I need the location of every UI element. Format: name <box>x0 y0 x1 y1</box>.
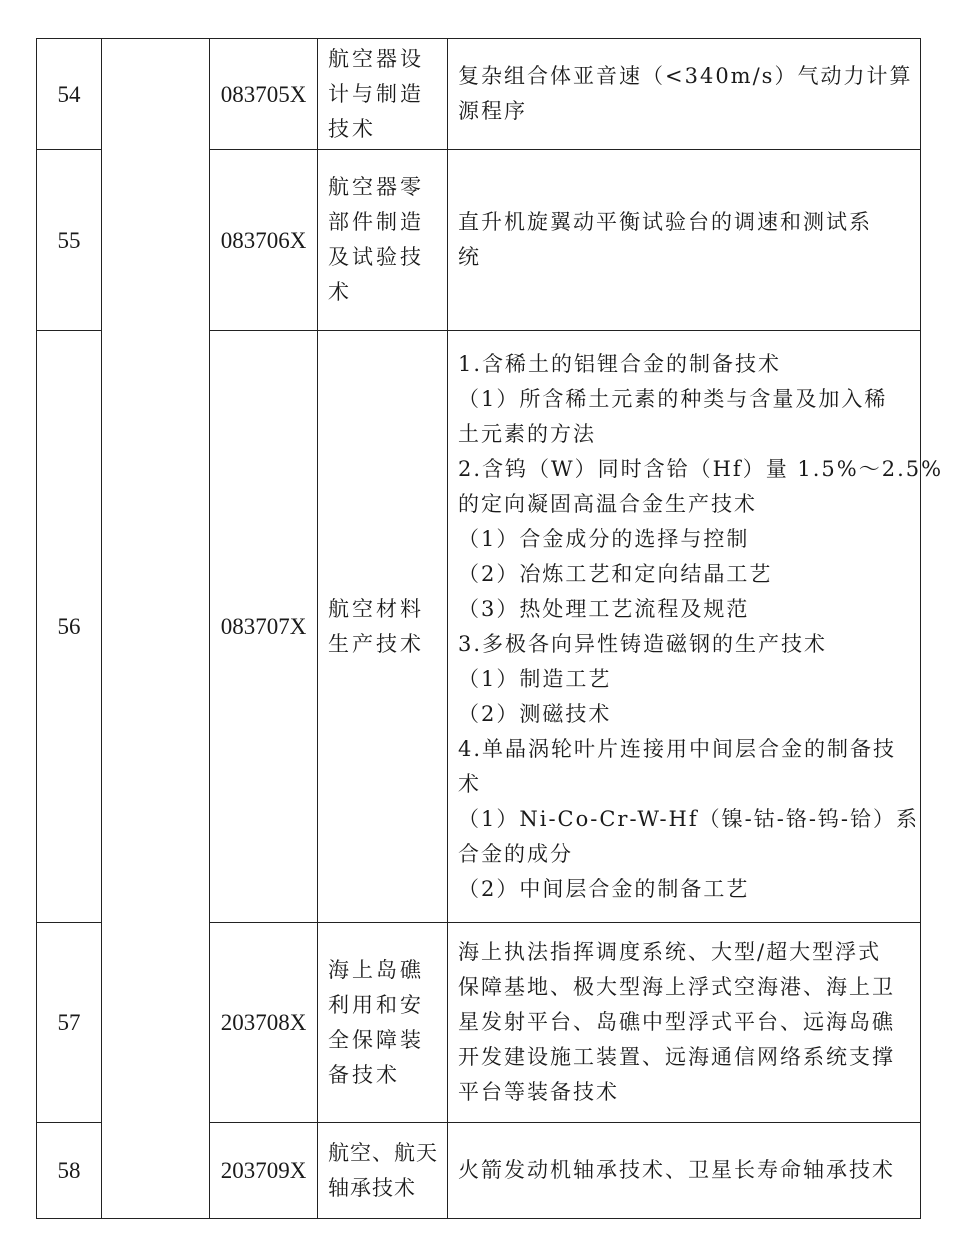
tech-name <box>318 923 448 1123</box>
tech-description <box>448 39 921 150</box>
tech-description <box>448 923 921 1123</box>
table-row <box>37 39 921 150</box>
tech-description <box>448 1123 921 1219</box>
tech-name-line: 海上岛礁 <box>328 957 424 982</box>
desc-line: （2）中间层合金的制备工艺 <box>458 876 750 901</box>
tech-code: 203708X <box>210 923 318 1123</box>
row-number: 56 <box>37 331 102 923</box>
desc-line: 3.多极各向异性铸造磁钢的生产技术 <box>458 631 828 656</box>
tech-name-line: 轴承技术 <box>328 1175 416 1200</box>
tech-code: 083706X <box>210 150 318 331</box>
desc-line: 海上执法指挥调度系统、大型/超大型浮式 <box>458 940 882 964</box>
desc-line: 复杂组合体亚音速（<340m/s）气动力计算 <box>458 64 913 88</box>
tech-name-line: 全保障装 <box>328 1027 424 1052</box>
desc-line: 火箭发动机轴承技术、卫星长寿命轴承技术 <box>458 1158 895 1182</box>
tech-name <box>318 150 448 331</box>
desc-line: （1）Ni-Co-Cr-W-Hf（镍-钴-铬-钨-铪）系 <box>458 806 920 831</box>
desc-line: 开发建设施工装置、远海通信网络系统支撑 <box>458 1045 895 1069</box>
desc-line: （2）测磁技术 <box>458 701 612 726</box>
desc-line: 2.含钨（W）同时含铪（Hf）量 1.5%～2.5% <box>458 456 944 481</box>
tech-name-line: 航空材料 <box>328 596 424 621</box>
tech-name-line: 部件制造 <box>328 210 424 234</box>
tech-name <box>318 39 448 150</box>
desc-line: 术 <box>458 771 481 796</box>
tech-name <box>318 331 448 923</box>
tech-name-line: 术 <box>328 280 352 304</box>
tech-description <box>448 150 921 331</box>
tech-code: 083705X <box>210 39 318 150</box>
desc-line: 4.单晶涡轮叶片连接用中间层合金的制备技 <box>458 736 897 761</box>
tech-name-line: 技术 <box>328 116 376 141</box>
tech-code: 203709X <box>210 1123 318 1219</box>
tech-name-line: 利用和安 <box>328 992 424 1017</box>
desc-line: 平台等装备技术 <box>458 1080 619 1104</box>
desc-line: 保障基地、极大型海上浮式空海港、海上卫 <box>458 975 895 999</box>
technology-table <box>36 38 944 1219</box>
tech-code: 083707X <box>210 331 318 923</box>
desc-line: 1.含稀土的铝锂合金的制备技术 <box>458 351 782 376</box>
tech-name-line: 航空器零 <box>328 175 424 199</box>
tech-name-line: 航空器设 <box>328 46 424 71</box>
desc-line: 土元素的方法 <box>458 421 596 446</box>
desc-line: 源程序 <box>458 99 527 123</box>
tech-name-line: 计与制造 <box>328 81 424 106</box>
desc-line: （2）冶炼工艺和定向结晶工艺 <box>458 561 773 586</box>
desc-line: 星发射平台、岛礁中型浮式平台、远海岛礁 <box>458 1010 895 1034</box>
row-number: 57 <box>37 923 102 1123</box>
tech-name-line: 备技术 <box>328 1062 400 1087</box>
desc-line: （3）热处理工艺流程及规范 <box>458 596 750 621</box>
desc-line: 直升机旋翼动平衡试验台的调速和测试系 <box>458 210 872 234</box>
desc-line: （1）合金成分的选择与控制 <box>458 526 750 551</box>
tech-name-line: 及试验技 <box>328 245 424 269</box>
row-number: 54 <box>37 39 102 150</box>
tech-name-line: 航空、航天 <box>328 1140 438 1165</box>
tech-description <box>448 331 944 923</box>
category-merged-cell <box>102 39 210 1219</box>
desc-line: （1）所含稀土元素的种类与含量及加入稀 <box>458 386 888 411</box>
tech-name-line: 生产技术 <box>328 631 424 656</box>
desc-line: 的定向凝固高温合金生产技术 <box>458 491 757 516</box>
row-number: 58 <box>37 1123 102 1219</box>
row-number: 55 <box>37 150 102 331</box>
tech-name <box>318 1123 448 1219</box>
desc-line: 合金的成分 <box>458 841 573 866</box>
desc-line: （1）制造工艺 <box>458 666 612 691</box>
desc-line: 统 <box>458 245 481 269</box>
